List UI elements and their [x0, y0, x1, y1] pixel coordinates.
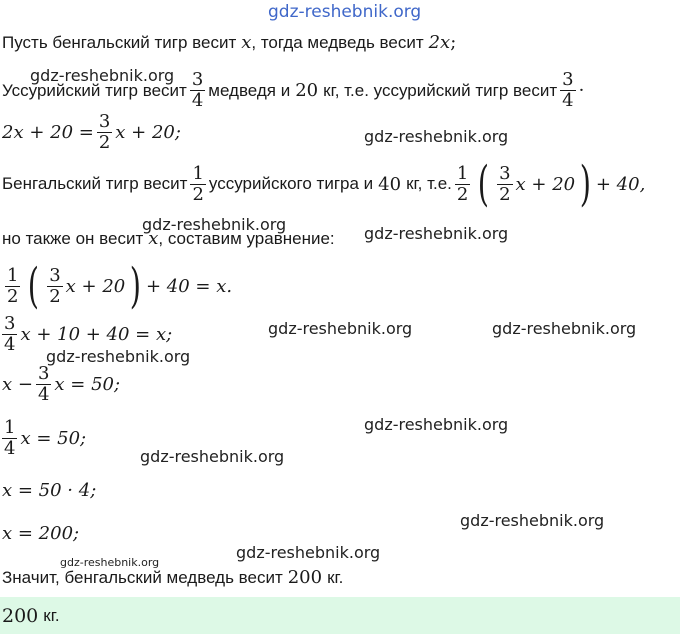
solution-line: [2, 228, 335, 249]
equation-line: [2, 418, 86, 459]
watermark: gdz-reshebnik.org: [492, 319, 637, 338]
watermark: gdz-reshebnik.org: [460, 511, 605, 530]
math: x −: [2, 374, 33, 395]
fraction: $\frac{3}{2}$: [499, 162, 511, 205]
text: Пусть бенгальский тигр весит: [2, 32, 237, 52]
fraction: $\frac{3}{2}$: [49, 264, 61, 307]
math: x + 20;: [115, 122, 181, 143]
math: + 40 = x.: [145, 275, 233, 297]
fraction: $\frac{1}{2}$: [192, 162, 204, 205]
math: x + 20: [515, 173, 576, 195]
fraction: $\frac{3}{2}$: [98, 111, 111, 153]
fraction: $\frac{1}{2}$: [7, 264, 19, 307]
fraction: $\frac{3}{4}$: [37, 363, 50, 405]
watermark: gdz-reshebnik.org: [268, 2, 422, 22]
solution-line: Уссурийский тигр весит $\frac{3}{4}$ медведя и 20 кг, т.е. уссурийский тигр весит $\frac{3}{4}$ ·: [2, 69, 585, 111]
number: 20: [295, 80, 319, 101]
equation-line: [2, 314, 172, 355]
watermark: gdz-reshebnik.org: [140, 447, 285, 466]
watermark: gdz-reshebnik.org: [364, 415, 509, 434]
solution-line: Пусть бенгальский тигр весит x , тогда медведь весит 2x ;: [2, 32, 457, 53]
watermark: gdz-reshebnik.org: [236, 543, 381, 562]
math: x = 200;: [2, 523, 80, 544]
math: 2x: [428, 32, 451, 53]
text: медведя и: [208, 80, 291, 100]
fraction: $\frac{1}{2}$: [456, 162, 469, 205]
text: Уссурийский тигр весит: [2, 80, 187, 100]
answer-box: [0, 597, 680, 634]
solution-line: [2, 567, 343, 588]
answer-unit: кг.: [43, 605, 60, 625]
math: x + 10 + 40 = x;: [20, 324, 173, 345]
fraction: $\frac{3}{4}$: [4, 313, 16, 355]
text: Значит, бенгальский медведь весит: [2, 567, 283, 587]
solution-line: Бенгальский тигр весит $\frac{1}{2}$ уссурийского тигра и 40 кг, т.е. $\frac{1}{2}$ ( $\frac{3}{2}$ x + 20 ) + 40,: [2, 156, 646, 212]
math: x + 20: [65, 275, 126, 297]
text: но также он весит: [2, 228, 144, 248]
watermark: gdz-reshebnik.org: [268, 319, 413, 338]
number: 40: [378, 173, 402, 195]
text: кг, т.е. уссурийский тигр весит: [323, 80, 558, 100]
watermark: gdz-reshebnik.org: [364, 127, 509, 146]
equation-line: [2, 112, 181, 153]
text: кг.: [327, 567, 344, 587]
watermark: gdz-reshebnik.org: [60, 556, 160, 569]
equation-line: [2, 523, 79, 544]
watermark: gdz-reshebnik.org: [46, 347, 191, 366]
equation-line: [2, 480, 96, 501]
watermark: gdz-reshebnik.org: [364, 224, 509, 243]
text: уссурийского тигра и: [208, 174, 374, 193]
fraction: $\frac{1}{4}$: [4, 417, 16, 459]
number: 200: [287, 567, 323, 588]
math: + 40,: [595, 173, 646, 195]
text: Бенгальский тигр весит: [2, 174, 188, 193]
math: x = 50;: [20, 428, 87, 449]
math: x: [241, 32, 252, 53]
math: x = 50;: [54, 374, 121, 395]
text: кг, т.е.: [406, 174, 452, 193]
answer-value: 200: [2, 604, 39, 627]
math: x: [148, 228, 159, 249]
fraction: $\frac{3}{4}$: [562, 69, 574, 111]
equation-line: $\frac{1}{2}$ ( $\frac{3}{2}$ x + 20 ) + 40 = x.: [7, 258, 233, 314]
watermark: gdz-reshebnik.org: [30, 66, 175, 85]
math: x = 50 · 4;: [2, 480, 97, 501]
fraction: $\frac{3}{4}$: [191, 69, 204, 111]
math: 2x + 20 =: [2, 122, 94, 143]
text: , составим уравнение:: [158, 228, 335, 248]
text: , тогда медведь весит: [251, 32, 424, 52]
equation-line: [2, 364, 120, 405]
watermark: gdz-reshebnik.org: [142, 215, 287, 234]
